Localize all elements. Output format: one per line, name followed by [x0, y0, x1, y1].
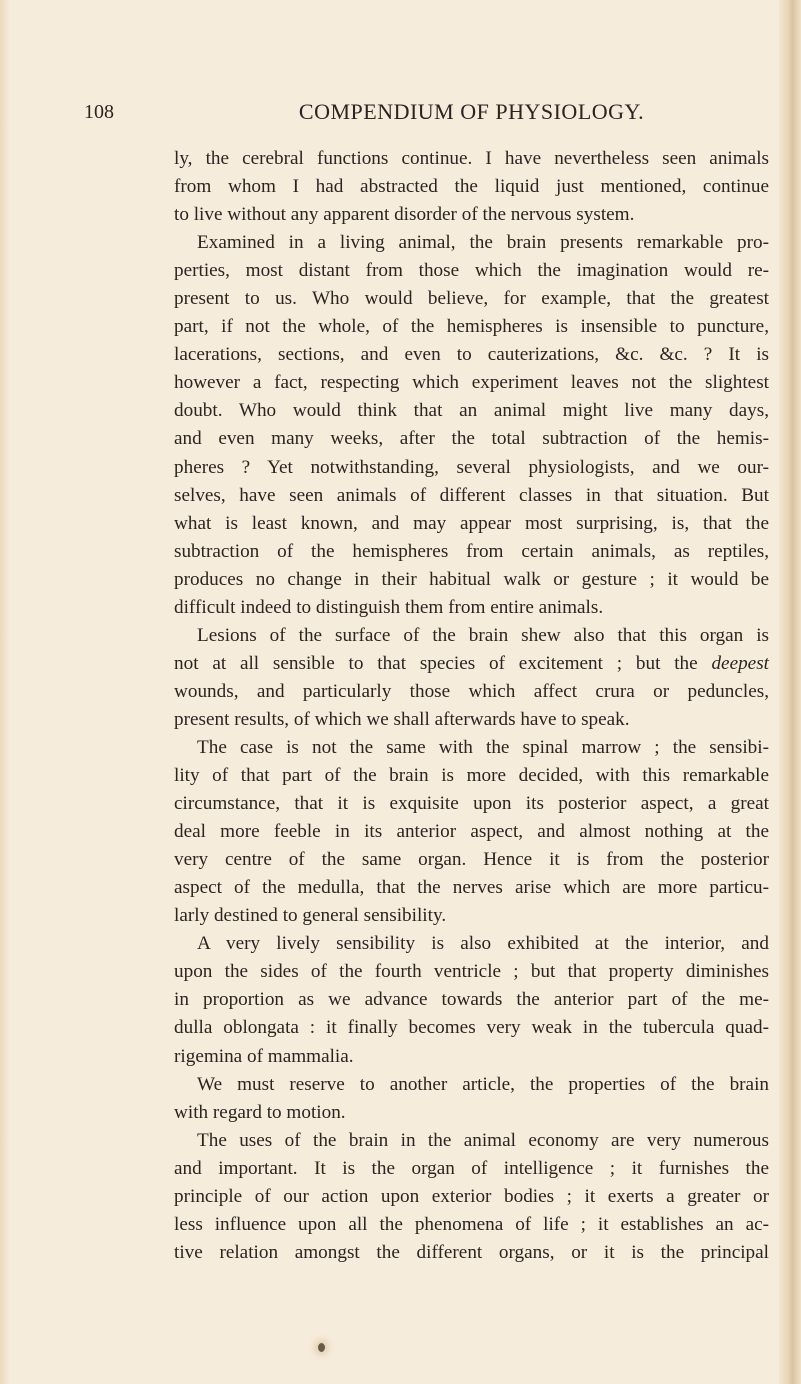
text-line-content: not at all sensible to that species of excitement ; but the — [174, 652, 698, 674]
text-line-content: to live without any apparent disorder of the nervous system. — [174, 204, 635, 226]
text-line-content: ly, the cerebral functions continue. I have nevertheless seen animals — [174, 148, 769, 169]
text-line — [174, 201, 769, 229]
text-line — [174, 1183, 769, 1211]
text-line-content: circumstance, that it is exquisite upon its posterior aspect, a great — [174, 793, 769, 815]
text-line-content: and important. It is the organ of intelligence ; it furnishes the — [174, 1157, 769, 1179]
text-line-content: with regard to motion. — [174, 1101, 346, 1123]
text-line-content: and even many weeks, after the total subtraction of the hemis- — [174, 428, 769, 450]
text-line — [174, 482, 769, 510]
text-line — [174, 930, 769, 958]
text-line — [174, 762, 769, 790]
text-line — [174, 397, 769, 425]
text-line-content: very centre of the same organ. Hence it is from the posterior — [174, 849, 769, 871]
text-line-content: larly destined to general sensibility. — [174, 905, 447, 927]
text-line — [174, 566, 769, 594]
text-line — [174, 1099, 769, 1127]
text-line — [174, 257, 769, 285]
text-line — [174, 425, 769, 453]
text-line-content: selves, have seen animals of different classes in that situation. But — [174, 484, 769, 506]
text-line-content: Lesions of the surface of the brain shew also that this organ is — [197, 624, 769, 646]
body-text — [174, 145, 769, 1267]
text-line — [174, 313, 769, 341]
text-line-content: lacerations, sections, and even to cauterizations, &c. &c. ? It is — [174, 344, 769, 366]
text-line — [174, 1043, 769, 1071]
text-line — [174, 650, 769, 678]
text-line-content: rigemina of mammalia. — [174, 1045, 354, 1067]
text-line — [174, 1014, 769, 1042]
text-line — [174, 229, 769, 257]
text-line-content: lity of that part of the brain is more decided, with this remarkable — [174, 765, 769, 787]
text-line-content: tive relation amongst the different organs, or it is the principal — [174, 1241, 769, 1263]
text-line — [174, 1211, 769, 1239]
text-line-content: subtraction of the hemispheres from certain animals, as reptiles, — [174, 540, 769, 562]
text-line-content: doubt. Who would think that an animal might live many days, — [174, 400, 769, 422]
text-line — [174, 145, 769, 173]
text-line — [174, 622, 769, 650]
text-line — [174, 790, 769, 818]
text-line-content: produces no change in their habitual walk or gesture ; it would be — [174, 568, 769, 590]
text-line — [174, 902, 769, 930]
text-line-content: dulla oblongata : it finally becomes very weak in the tubercula quad- — [174, 1017, 769, 1039]
text-line-content: aspect of the medulla, that the nerves arise which are more particu- — [174, 877, 769, 899]
text-line — [174, 818, 769, 846]
text-line — [174, 1127, 769, 1155]
text-line — [174, 986, 769, 1014]
text-line-content: however a fact, respecting which experiment leaves not the slightest — [174, 372, 769, 394]
text-line-content: The case is not the same with the spinal marrow ; the sensibi- — [197, 736, 769, 758]
page-gutter-shadow — [0, 0, 10, 1384]
text-line — [174, 846, 769, 874]
text-line — [174, 958, 769, 986]
text-line — [174, 1071, 769, 1099]
text-line — [174, 369, 769, 397]
text-line — [174, 510, 769, 538]
text-line-content: what is least known, and may appear most surprising, is, that the — [174, 512, 769, 534]
text-line-content: deal more feeble in its anterior aspect, and almost nothing at the — [174, 821, 769, 843]
page-number: 108 — [84, 101, 114, 123]
text-line — [174, 734, 769, 762]
text-line-content: A very lively sensibility is also exhibited at the interior, and — [197, 933, 769, 955]
text-line — [174, 1155, 769, 1183]
text-line — [174, 538, 769, 566]
text-line — [174, 1239, 769, 1267]
text-line — [174, 341, 769, 369]
text-line — [174, 173, 769, 201]
text-line — [174, 678, 769, 706]
text-line — [174, 706, 769, 734]
text-line — [174, 454, 769, 482]
text-line — [174, 285, 769, 313]
text-line-content: upon the sides of the fourth ventricle ; but that property diminishes — [174, 961, 769, 983]
text-line-content: less influence upon all the phenomena of life ; it establishes an ac- — [174, 1213, 769, 1235]
text-line-content: present to us. Who would believe, for example, that the greatest — [174, 288, 769, 310]
text-line-content: part, if not the whole, of the hemispheres is insensible to puncture, — [174, 316, 769, 338]
text-line-content: present results, of which we shall afterwards have to speak. — [174, 708, 630, 730]
text-line-content: from whom I had abstracted the liquid just mentioned, continue — [174, 176, 769, 198]
text-line-content: We must reserve to another article, the properties of the brain — [197, 1073, 769, 1095]
text-line — [174, 594, 769, 622]
text-line-content: difficult indeed to distinguish them from entire animals. — [174, 596, 604, 618]
text-line-content: perties, most distant from those which the imagination would re- — [174, 260, 769, 282]
running-head: COMPENDIUM OF PHYSIOLOGY. — [298, 99, 645, 124]
text-line-content: wounds, and particularly those which affect crura or peduncles, — [174, 680, 769, 702]
text-line-content: in proportion as we advance towards the anterior part of the me- — [174, 989, 769, 1011]
text-line-content: Examined in a living animal, the brain presents remarkable pro- — [197, 232, 769, 254]
text-line-content: The uses of the brain in the animal economy are very numerous — [197, 1129, 769, 1151]
text-line — [174, 874, 769, 902]
italic-word: deepest — [711, 652, 769, 674]
printer-mark — [318, 1343, 325, 1352]
text-line-content: pheres ? Yet notwithstanding, several physiologists, and we our- — [174, 456, 769, 478]
page-edge — [779, 0, 801, 1384]
text-line-content: principle of our action upon exterior bodies ; it exerts a greater or — [174, 1185, 769, 1207]
